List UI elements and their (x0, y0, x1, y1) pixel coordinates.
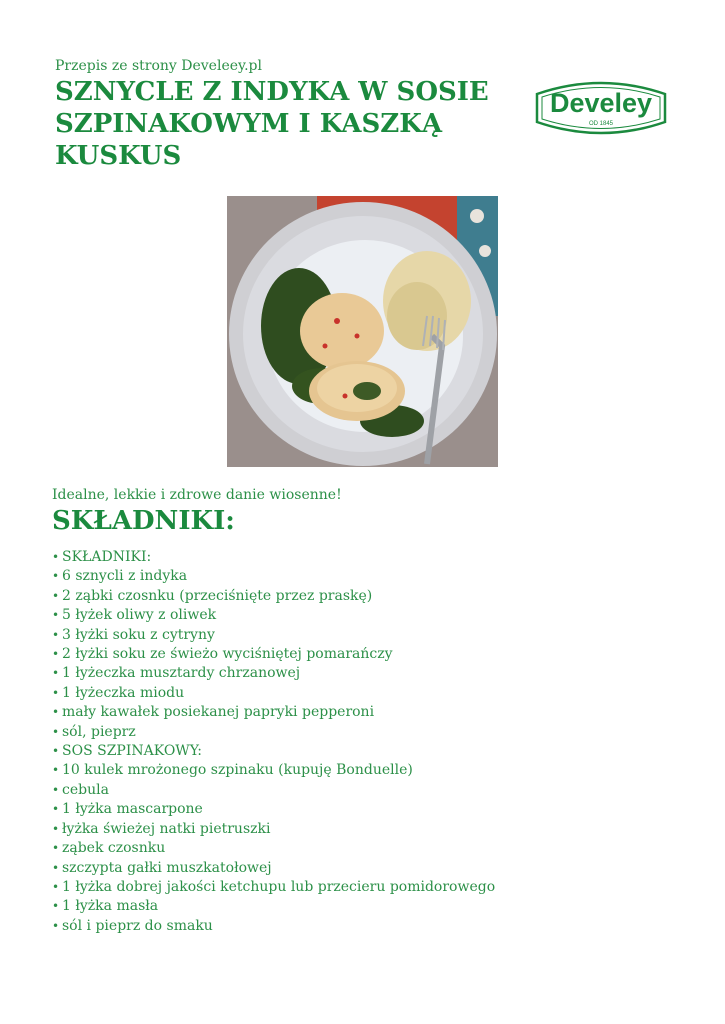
bullet-icon: • (52, 608, 60, 623)
ingredient-item (52, 645, 495, 664)
bullet-icon: • (52, 860, 60, 875)
bullet-icon: • (52, 879, 60, 894)
bullet-icon: • (52, 627, 60, 642)
ingredients-heading: SKŁADNIKI: (52, 506, 235, 536)
logo-brand-text: Develey (549, 88, 653, 118)
dish-photo (227, 196, 498, 467)
ingredient-item (52, 742, 495, 761)
bullet-icon: • (52, 705, 60, 720)
ingredient-text: 1 łyżeczka musztardy chrzanowej (62, 665, 301, 682)
bullet-icon: • (52, 666, 60, 681)
bullet-icon: • (52, 821, 60, 836)
ingredient-item (52, 820, 495, 839)
ingredient-item (52, 761, 495, 780)
ingredient-text: 2 ząbki czosnku (przeciśnięte przez praskę) (62, 587, 373, 604)
ingredient-item (52, 878, 495, 897)
bullet-icon: • (52, 550, 60, 564)
ingredient-item (52, 917, 495, 936)
ingredient-item (52, 684, 495, 703)
bullet-icon: • (52, 647, 60, 662)
ingredient-item (52, 897, 495, 916)
ingredient-text: SKŁADNIKI: (62, 549, 152, 565)
ingredient-item (52, 859, 495, 878)
ingredient-item (52, 548, 495, 567)
ingredient-text: szczypta gałki muszkatołowej (62, 859, 272, 876)
bullet-icon: • (52, 841, 60, 856)
develey-logo (531, 76, 671, 140)
ingredient-text: sól, pieprz (62, 723, 136, 740)
ingredient-item (52, 723, 495, 742)
bullet-icon: • (52, 569, 60, 584)
intro-text: Idealne, lekkie i zdrowe danie wiosenne! (52, 487, 342, 503)
ingredient-item (52, 606, 495, 625)
ingredient-item (52, 664, 495, 683)
ingredient-item (52, 781, 495, 800)
bullet-icon: • (52, 744, 60, 759)
ingredient-text: 3 łyżki soku z cytryny (62, 626, 215, 643)
ingredient-item (52, 703, 495, 722)
ingredient-text: 6 sznycli z indyka (62, 568, 188, 585)
ingredient-text: sól i pieprz do smaku (62, 917, 213, 934)
ingredient-item (52, 567, 495, 586)
ingredient-text: ząbek czosnku (62, 840, 166, 857)
bullet-icon: • (52, 763, 60, 778)
ingredient-list (52, 548, 495, 936)
ingredient-text: 1 łyżka masła (62, 898, 159, 915)
ingredient-text: łyżka świeżej natki pietruszki (62, 820, 271, 837)
bullet-icon: • (52, 899, 60, 914)
ingredient-text: 5 łyżek oliwy z oliwek (62, 607, 217, 624)
ingredient-text: 1 łyżeczka miodu (62, 684, 185, 701)
bullet-icon: • (52, 918, 60, 933)
ingredient-item (52, 800, 495, 819)
ingredient-text: SOS SZPINAKOWY: (62, 743, 202, 760)
ingredient-item (52, 839, 495, 858)
bullet-icon: • (52, 724, 60, 739)
bullet-icon: • (52, 685, 60, 700)
ingredient-text: cebula (62, 781, 109, 798)
ingredient-text: 1 łyżka mascarpone (62, 801, 203, 818)
source-line: Przepis ze strony Develeey.pl (55, 58, 262, 74)
ingredient-text: 10 kulek mrożonego szpinaku (kupuję Bonduelle) (62, 762, 413, 779)
recipe-title: SZNYCLE Z INDYKA W SOSIE SZPINAKOWYM I KASZKĄ KUSKUS (55, 77, 489, 171)
ingredient-item (52, 626, 495, 645)
ingredient-item (52, 587, 495, 606)
ingredient-text: mały kawałek posiekanej papryki pepperoni (62, 704, 375, 721)
bullet-icon: • (52, 588, 60, 603)
ingredient-text: 1 łyżka dobrej jakości ketchupu lub przecieru pomidorowego (62, 878, 496, 895)
bullet-icon: • (52, 782, 60, 797)
logo-tagline-text: OD 1845 (588, 121, 614, 127)
ingredient-text: 2 łyżki soku ze świeżo wyciśniętej pomarańczy (62, 646, 393, 663)
bullet-icon: • (52, 802, 60, 817)
